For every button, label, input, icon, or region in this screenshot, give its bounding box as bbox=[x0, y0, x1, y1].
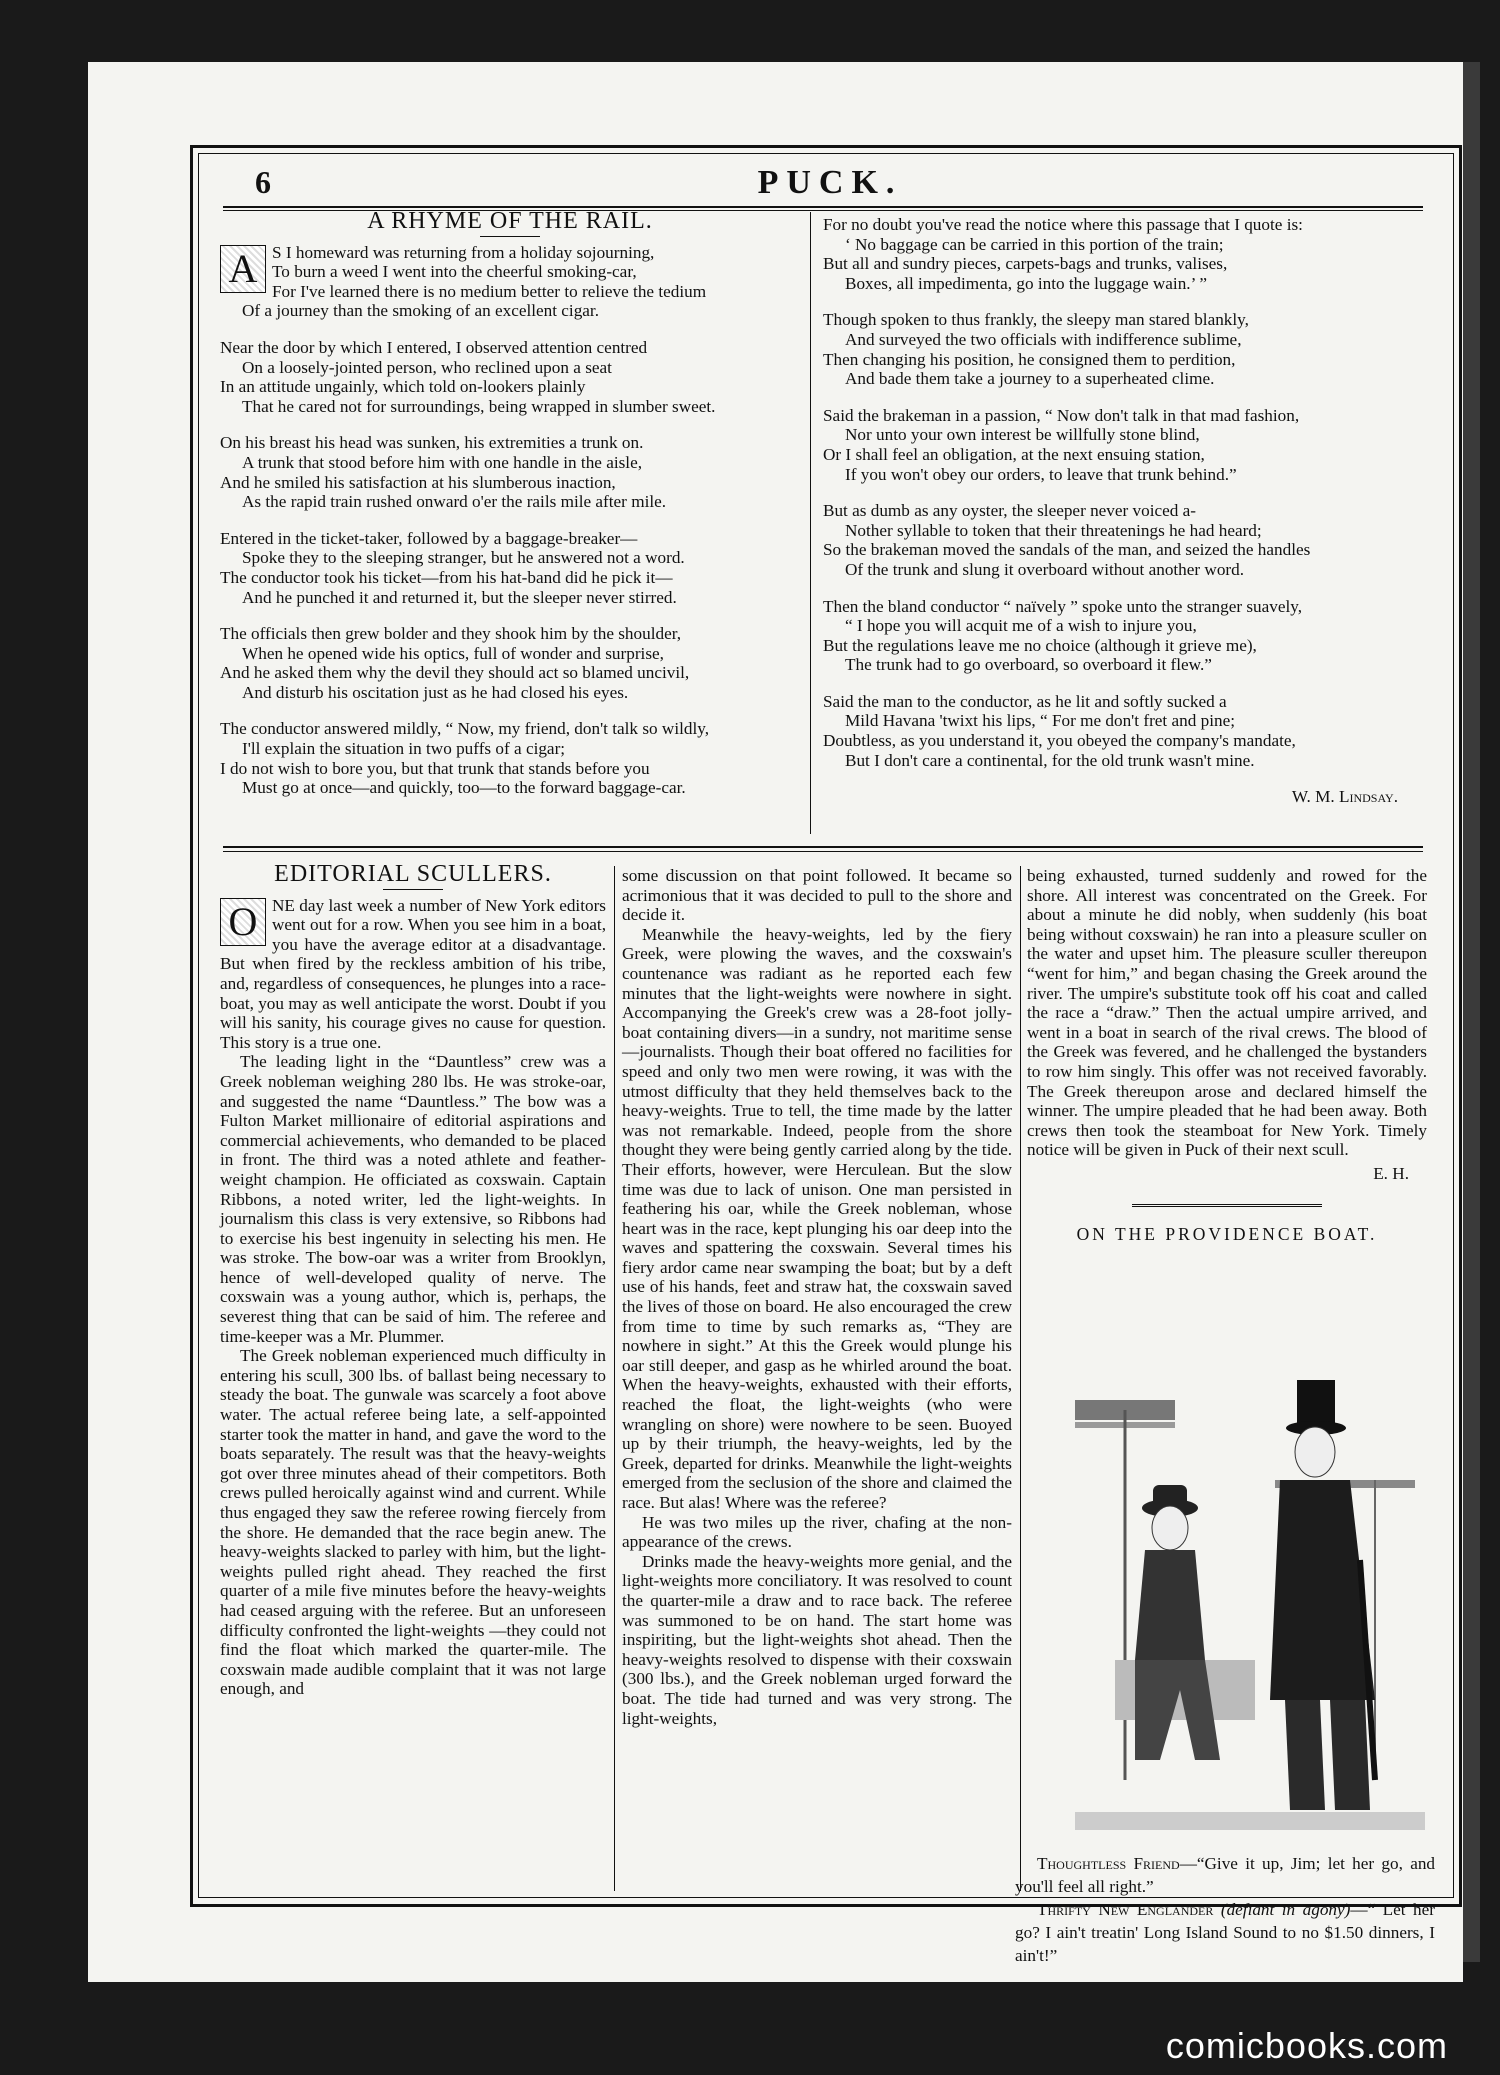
article-dropcap: O bbox=[220, 898, 266, 946]
article-column-3 bbox=[1027, 866, 1427, 1244]
next-page-edge bbox=[1463, 62, 1480, 1962]
page-number: 6 bbox=[255, 164, 271, 200]
stanza bbox=[220, 624, 800, 702]
poem-line: Or I shall feel an obligation, at the next ensuing station, bbox=[823, 444, 1205, 464]
article-divider-1 bbox=[614, 866, 615, 1891]
poem-line: ‘ No baggage can be carried in this portion of the train; bbox=[845, 234, 1224, 254]
poem-line: Nor unto your own interest be willfully stone blind, bbox=[845, 425, 1200, 445]
poem-line: “ I hope you will acquit me of a wish to injure you, bbox=[845, 616, 1197, 636]
poem-line: The conductor took his ticket—from his hat-band did he pick it— bbox=[220, 567, 673, 587]
stage-direction: (defiant in agony) bbox=[1220, 1900, 1351, 1919]
cartoon-rule bbox=[1132, 1204, 1322, 1207]
poem-line: Entered in the ticket-taker, followed by a baggage-breaker— bbox=[220, 528, 638, 548]
masthead: PUCK. bbox=[757, 164, 903, 201]
poem-column-right bbox=[823, 215, 1433, 807]
poem-line: And he asked them why the devil they should act so blamed uncivil, bbox=[220, 663, 690, 683]
poem-line: Boxes, all impedimenta, go into the luggage wain.’ ” bbox=[845, 273, 1207, 293]
article-paragraph: NE day last week a number of New York editors went out for a row. When you see him in a boat, you have the average editor at a disadvantage. But when fired by the reckless ambition of his tribe, and, regardless of consequences, he plunges into a race-boat, you may as well anticipate the worst. Doubt if you will his sanity, his courage gives no cause for question. This story is a true one. bbox=[220, 895, 606, 1052]
site-watermark: comicbooks.com bbox=[1165, 2025, 1448, 2066]
poem-line: I'll explain the situation in two puffs of a cigar; bbox=[242, 739, 566, 759]
poem-line: But the regulations leave me no choice (although it grieve me), bbox=[823, 635, 1257, 655]
cartoon-illustration bbox=[1075, 1360, 1425, 1830]
poem-line: Said the man to the conductor, as he lit and softly sucked a bbox=[823, 691, 1227, 711]
stanza bbox=[823, 692, 1433, 770]
page-header bbox=[215, 158, 1445, 206]
poem-line: But as dumb as any oyster, the sleeper never voiced a- bbox=[823, 501, 1197, 521]
article-paragraph: Meanwhile the heavy-weights, led by the fiery Greek, were plowing the waves, and the coxswain's countenance was radiant as he reported each few minutes that the light-weights were nowhere in sight. Accompanying the Greek's crew was a 28-foot jolly-boat containing divers—in a sundry, not maritime sense—journalists. Though their boat offered no facilities for speed and only two men were rowing, it was with the utmost difficulty that they held themselves back to the heavy-weights. True to tell, the time made by the latter was not remarkable. Indeed, people from the shore thought they were being gently carried along by the tide. Their efforts, however, were Herculean. But the slow time was due to lack of unison. One man persisted in feathering his oar, while the Greek nobleman, whose heart was in the race, kept plunging his oar deep into the waves and spattering the coxswain. Several times his fiery ardor came near swamping the boat; but by a deft use of his hands, feet and straw hat, the coxswain saved the lives of those on board. He also encouraged the crew from time to time by such remarks as, “They are nowhere in sight.” At this the Greek would plunge his oar still deeper, and gasp as he whirled around the boat. When the heavy-weights, exhausted with their efforts, reached the float, the light-weights (who were wrangling on shore) were nowhere to be seen. Buoyed up by their triumph, the heavy-weights, led by the Greek, departed for drinks. Meanwhile the light-weights emerged from the seclusion of the shore and claimed the race. But alas! Where was the referee? bbox=[622, 924, 1012, 1512]
stanza bbox=[220, 719, 800, 797]
poem-line: Though spoken to thus frankly, the sleepy man stared blankly, bbox=[823, 310, 1249, 330]
poem-line: Mild Havana 'twixt his lips, “ For me don't fret and pine; bbox=[845, 711, 1235, 731]
poem-line: So the brakeman moved the sandals of the man, and seized the handles bbox=[823, 540, 1311, 560]
poem-line: But I don't care a continental, for the old trunk wasn't mine. bbox=[845, 750, 1255, 770]
poem-line: For I've learned there is no medium better to relieve the tedium bbox=[272, 281, 707, 301]
stanza bbox=[220, 433, 800, 511]
poem-line: And he smiled his satisfaction at his slumberous inaction, bbox=[220, 472, 616, 492]
stanza bbox=[220, 338, 800, 416]
poem-line: To burn a weed I went into the cheerful smoking-car, bbox=[272, 262, 637, 282]
article-paragraph: being exhausted, turned suddenly and rowed for the shore. All interest was concentrated on the Greek. For about a minute he did nobly, when suddenly (his boat being without coxswain) he ran into a pleasure sculler on the water and upset him. The pleasure sculler thereupon “went for him,” and began chasing the Greek around the river. The umpire's substitute took off his coat and called the race a “draw.” Then the actual umpire arrived, and went in a boat in search of the rival crews. The blood of the Greek was fevered, and he challenged the bystanders to row him singly. This offer was not received favorably. The Greek thereupon arose and declared himself the winner. The umpire pleaded that he had been away. Both crews then took the steamboat for New York. Timely notice will be given in Puck of their next scull. bbox=[1027, 866, 1427, 1160]
speaker-2: Thrifty New Englander bbox=[1037, 1900, 1214, 1919]
poem-column-left bbox=[220, 208, 800, 815]
poem-line: The trunk had to go overboard, so overboard it flew.” bbox=[845, 655, 1212, 675]
poem-line: Near the door by which I entered, I observed attention centred bbox=[220, 337, 648, 357]
poem-line: But all and sundry pieces, carpets-bags and trunks, valises, bbox=[823, 254, 1228, 274]
poem-line: If you won't obey our orders, to leave that trunk behind.” bbox=[845, 464, 1237, 484]
poem-line: That he cared not for surroundings, being wrapped in slumber sweet. bbox=[242, 396, 716, 416]
cartoon-caption bbox=[1015, 1852, 1435, 1967]
stanza bbox=[823, 406, 1433, 484]
poem-line: On his breast his head was sunken, his extremities a trunk on. bbox=[220, 433, 644, 453]
poem-line: Of the trunk and slung it overboard without another word. bbox=[845, 559, 1245, 579]
poem-line: On a loosely-jointed person, who reclined upon a seat bbox=[242, 357, 612, 377]
section-rule bbox=[223, 846, 1423, 848]
poem-line: A trunk that stood before him with one handle in the aisle, bbox=[242, 452, 643, 472]
title-rule bbox=[480, 236, 540, 237]
article-column-2 bbox=[622, 866, 1012, 1728]
poem-signature: W. M. Lindsay. bbox=[1291, 787, 1398, 807]
poem-line: And surveyed the two officials with indifference sublime, bbox=[845, 329, 1242, 349]
poem-line: As the rapid train rushed onward o'er the rails mile after mile. bbox=[242, 492, 667, 512]
poem-column-divider bbox=[810, 212, 811, 834]
article-title: EDITORIAL SCULLERS. bbox=[274, 861, 552, 887]
stanza bbox=[823, 597, 1433, 675]
poem-line: Must go at once—and quickly, too—to the forward baggage-car. bbox=[242, 778, 686, 798]
caption-line-2: —“ Let her go? I ain't treatin' Long Island Sound to no $1.50 dinners, I ain't!” bbox=[1015, 1900, 1435, 1965]
poem-line: The officials then grew bolder and they shook him by the shoulder, bbox=[220, 624, 682, 644]
poem-line: And bade them take a journey to a superheated clime. bbox=[845, 369, 1215, 389]
stanza bbox=[823, 310, 1433, 388]
article-column-1 bbox=[220, 861, 606, 1699]
caption-line-1: —“Give it up, Jim; let her go, and you'll feel all right.” bbox=[1015, 1854, 1436, 1896]
stanza bbox=[220, 529, 800, 607]
poem-line: Doubtless, as you understand it, you obeyed the company's mandate, bbox=[823, 731, 1296, 751]
title-rule bbox=[383, 889, 443, 890]
article-signature: E. H. bbox=[1373, 1163, 1409, 1183]
poem-line: Spoke they to the sleeping stranger, but he answered not a word. bbox=[242, 548, 685, 568]
poem-dropcap: A bbox=[220, 245, 266, 293]
article-paragraph: Drinks made the heavy-weights more genial, and the light-weights more conciliatory. It was resolved to count the quarter-mile a draw and to race back. The referee was summoned to be on hand. The start home was inspiriting, but the light-weights shot ahead. Then the heavy-weights resolved to dispense with their coxswain (300 lbs.), and the Greek nobleman urged forward the boat. The tide had turned and was very strong. The light-weights, bbox=[622, 1551, 1012, 1728]
stanza bbox=[220, 243, 800, 321]
article-divider-2 bbox=[1020, 866, 1021, 1891]
article-paragraph: The Greek nobleman experienced much difficulty in entering his scull, 300 lbs. of ballast being necessary to steady the boat. The gunwale was scarcely a foot above water. The actual referee being late, a self-appointed starter took the matter in hand, and gave the word to the boats separately. The result was that the heavy-weights got over three minutes ahead of their competitors. Both crews pulled heroically against wind and current. While thus engaged they saw the referee rowing fiercely from the shore. He demanded that the race begin anew. The heavy-weights slacked to parley with him, but the light-weights pulled right ahead. They reached the first quarter of a mile five minutes before the heavy-weights had ceased arguing with the referee. But an unforeseen difficulty confronted the light-weights —they could not find the float which marked the quarter-mile. The coxswain made audible complaint that it was not large enough, and bbox=[220, 1346, 606, 1699]
article-paragraph: some discussion on that point followed. It became so acrimonious that it was decided to pull to the shore and decide it. bbox=[622, 866, 1012, 925]
poem-line: S I homeward was returning from a holiday sojourning, bbox=[272, 242, 655, 262]
poem-line: Of a journey than the smoking of an excellent cigar. bbox=[242, 301, 600, 321]
stanza bbox=[823, 501, 1433, 579]
poem-line: I do not wish to bore you, but that trunk that stands before you bbox=[220, 758, 650, 778]
stanza bbox=[823, 215, 1433, 293]
poem-line: The conductor answered mildly, “ Now, my friend, don't talk so wildly, bbox=[220, 719, 710, 739]
poem-line: In an attitude ungainly, which told on-lookers plainly bbox=[220, 377, 586, 397]
poem-line: Said the brakeman in a passion, “ Now don't talk in that mad fashion, bbox=[823, 405, 1300, 425]
poem-line: And disturb his oscitation just as he had closed his eyes. bbox=[242, 682, 629, 702]
poem-title: A RHYME OF THE RAIL. bbox=[367, 208, 653, 234]
poem-line: Then changing his position, he consigned them to perdition, bbox=[823, 349, 1236, 369]
poem-line: Then the bland conductor “ naïvely ” spoke unto the stranger suavely, bbox=[823, 596, 1303, 616]
poem-line: When he opened wide his optics, full of wonder and surprise, bbox=[242, 643, 664, 663]
poem-line: And he punched it and returned it, but the sleeper never stirred. bbox=[242, 587, 677, 607]
article-paragraph: The leading light in the “Dauntless” crew was a Greek nobleman weighing 280 lbs. He was stroke-oar, and suggested the name “Dauntless.” The bow was a Fulton Market millionaire of editorial aspirations and commercial achievements, who demanded to be placed in front. The third was a noted athlete and feather-weight champion. He officiated as coxswain. Captain Ribbons, a noted writer, led the light-weights. In journalism this class is very extensive, so Ribbons had to exercise his best ingenuity in selecting his men. He was stroke. The bow-oar was a writer from Brooklyn, hence of well-developed quality of nerve. The coxswain was a young author, which is, perhaps, the severest thing that can be said of him. The referee and time-keeper was a Mr. Plummer. bbox=[220, 1052, 606, 1346]
poem-line: For no doubt you've read the notice where this passage that I quote is: bbox=[823, 215, 1303, 234]
section-rule-thin bbox=[223, 851, 1423, 852]
speaker-1: Thoughtless Friend bbox=[1037, 1854, 1180, 1873]
cartoon-title: ON THE PROVIDENCE BOAT. bbox=[1076, 1223, 1378, 1244]
article-paragraph: He was two miles up the river, chafing at the non-appearance of the crews. bbox=[622, 1512, 1012, 1552]
poem-line: Nother syllable to token that their threatenings he had heard; bbox=[845, 520, 1262, 540]
